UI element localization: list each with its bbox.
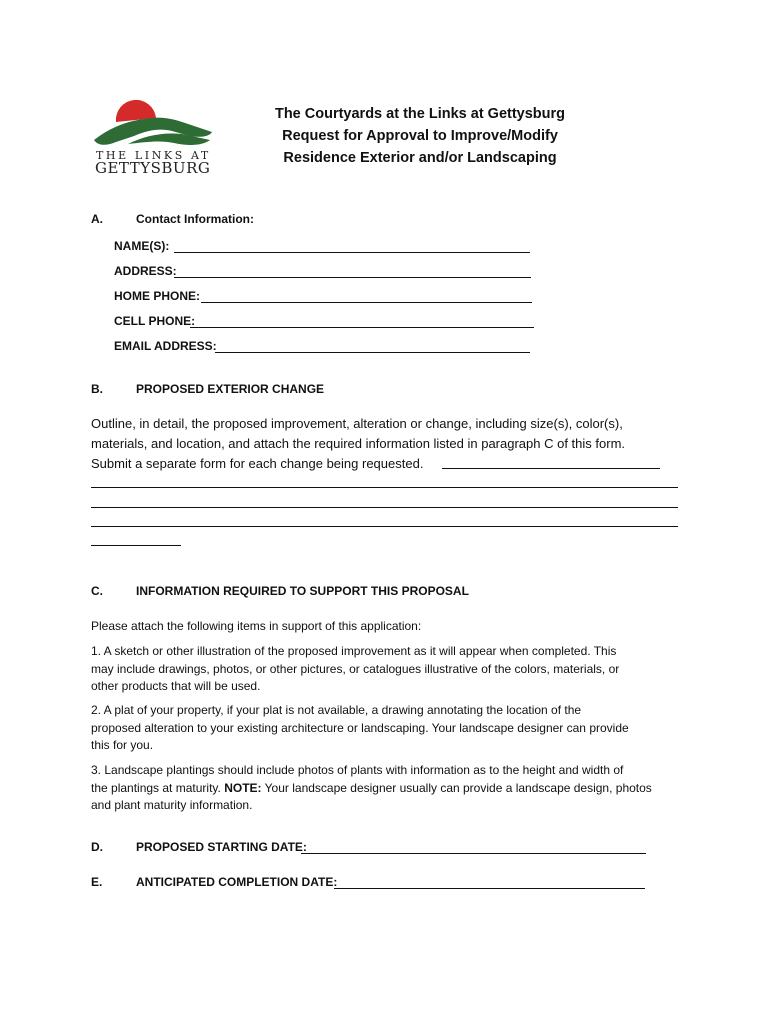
email-field-label: EMAIL ADDRESS: [114,339,217,353]
section-b-instructions [91,414,711,474]
logo-text-line2: GETTYSBURG [95,159,211,177]
section-c-item-2 [91,702,711,755]
name-field-line[interactable] [174,252,530,253]
item-3-line-2-end: Your landscape designer usually can provide a landscape design, photos [261,780,652,795]
title-line-2: Request for Approval to Improve/Modify [282,128,558,144]
email-field-line[interactable] [215,352,530,353]
section-c-item-1 [91,643,711,696]
item-1-line-2: may include drawings, photos, or other pictures, or catalogues illustrative of the colors, materials, or [91,661,620,676]
section-b-line-2: materials, and location, and attach the required information listed in paragraph C of this form. [91,436,626,451]
change-description-line-5[interactable] [91,545,181,546]
title-line-1: The Courtyards at the Links at Gettysburg [274,106,566,122]
item-2-line-3: this for you. [91,738,154,752]
cell-phone-field-label: CELL PHONE: [114,314,196,328]
section-c-item-3 [91,762,711,815]
home-phone-field-line[interactable] [201,302,532,303]
item-1-line-1: 1. A sketch or other illustration of the proposed improvement as it will appear when completed. This [91,644,617,658]
item-3-line-2-start: the plantings at maturity. [91,780,225,795]
section-b-line-1: Outline, in detail, the proposed improvement, alteration or change, including size(s), color(s), [91,416,623,431]
title-line-3: Residence Exterior and/or Landscaping [283,150,557,166]
note-label: NOTE: [224,780,262,795]
item-2-line-2: proposed alteration to your existing architecture or landscaping. Your landscape designer can provide [91,720,629,735]
change-description-line-3[interactable] [91,507,678,508]
item-3-line-3: and plant maturity information. [91,798,253,812]
logo-text-line1: THE LINKS AT [96,149,211,162]
item-1-line-3: other products that will be used. [91,679,261,693]
section-c-heading: INFORMATION REQUIRED TO SUPPORT THIS PROPOSAL [136,584,469,598]
section-c-letter: C. [91,584,103,598]
address-field-line[interactable] [174,277,531,278]
section-a-letter: A. [91,212,103,226]
section-d-letter: D. [91,840,103,854]
change-description-line-1[interactable] [442,468,660,469]
section-e-letter: E. [91,875,103,889]
address-field-label: ADDRESS: [114,264,177,278]
starting-date-line[interactable] [301,853,646,854]
completion-date-line[interactable] [334,888,645,889]
section-b-line-3: Submit a separate form for each change being requested. [91,456,424,471]
section-e-heading: ANTICIPATED COMPLETION DATE: [136,875,338,889]
section-b-letter: B. [91,382,103,396]
item-3-line-2 [91,780,711,798]
section-d-heading: PROPOSED STARTING DATE: [136,840,307,854]
item-3-line-1: 3. Landscape plantings should include photos of plants with information as to the height and width of [91,763,624,777]
section-c-intro: Please attach the following items in support of this application: [91,619,422,633]
cell-phone-field-line[interactable] [190,327,534,328]
item-2-line-1: 2. A plat of your property, if your plat is not available, a drawing annotating the location of the [91,703,582,717]
section-b-heading: PROPOSED EXTERIOR CHANGE [136,382,325,396]
name-field-label: NAME(S): [114,239,170,253]
page-title [200,103,640,169]
change-description-line-2[interactable] [91,487,678,488]
section-a-heading: Contact Information: [136,212,254,226]
home-phone-field-label: HOME PHONE: [114,289,201,303]
change-description-line-4[interactable] [91,526,678,527]
